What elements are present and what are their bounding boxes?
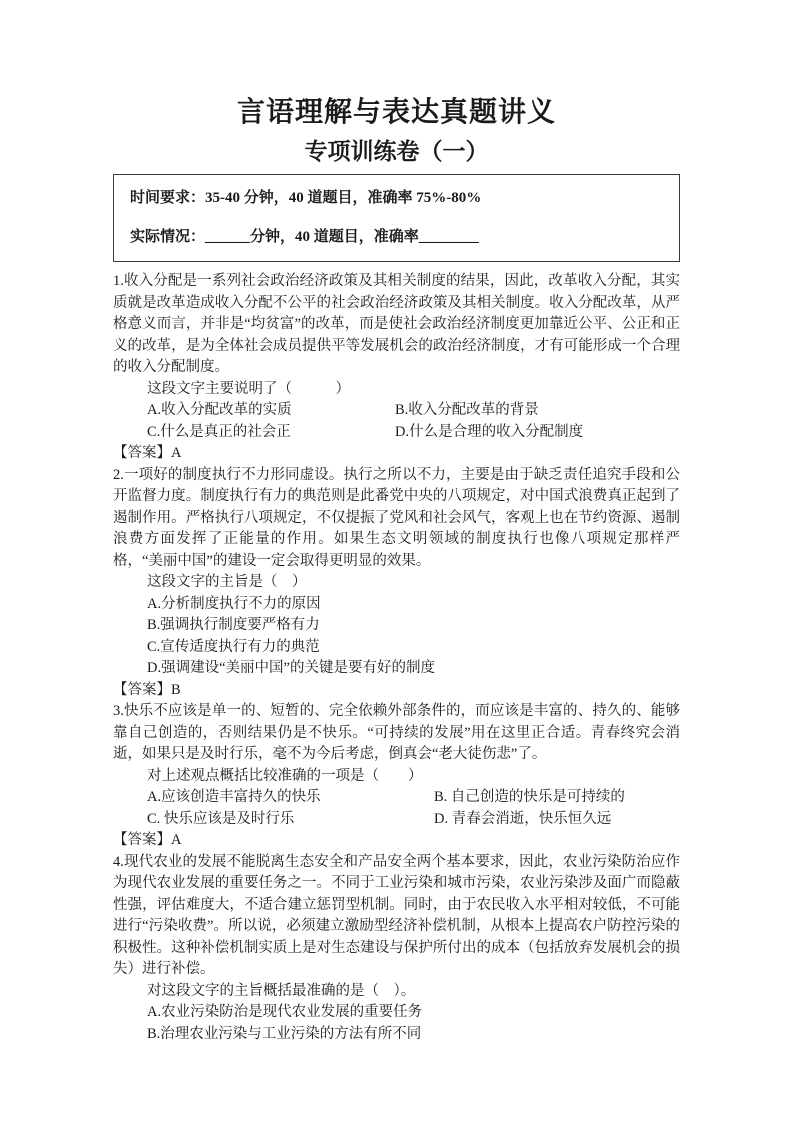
- answer-value: B: [171, 681, 181, 698]
- question-3-option-c: C. 快乐应该是及时行乐: [147, 810, 295, 827]
- questions-body: [113, 271, 680, 1045]
- answer-value: A: [171, 445, 182, 461]
- document-content: [113, 94, 680, 1045]
- question-1-option-b: B.收入分配改革的背景: [395, 402, 539, 418]
- question-1-text: 收入分配是一系列社会政治经济政策及其相关制度的结果，因此，改革收入分配，其实质就是改革造成收入分配不公平的社会政治经济政策及其相关制度。收入分配改革，从严格意义而言，并非是“均贫富”的改革，而是使社会政治经济制度更加靠近公平、公正和正义的改革，是为全体社会成员提供平等发展机会的政治经济制度，才有可能形成一个合理的收入分配制度。: [113, 273, 680, 375]
- question-1-stem: [113, 271, 680, 379]
- question-2-number: 2.: [113, 466, 124, 483]
- question-2-stem: [113, 465, 680, 573]
- question-3-stem: [113, 701, 680, 766]
- question-3-number: 3.: [113, 703, 124, 719]
- page-title: 言语理解与表达真题讲义: [236, 96, 556, 127]
- question-3-prompt: 对上述观点概括比较准确的一项是（ ）: [147, 767, 423, 784]
- question-2-text: 一项好的制度执行不力形同虚设。执行之所以不力，主要是由于缺乏责任追究手段和公开监督力度。制度执行有力的典范则是此番党中央的八项规定，对中国式浪费真正起到了遏制作用。严格执行八项规定，不仅提振了党风和社会风气，客观上也在节约资源、遏制浪费方面发挥了正能量的作用。如果生态文明领域的制度执行也像八项规定那样严格，“美丽中国”的建设一定会取得更明显的效果。: [113, 466, 680, 569]
- question-3-option-a: A.应该创造丰富持久的快乐: [147, 789, 321, 805]
- time-requirement-line: 时间要求：35-40 分钟，40 道题目，准确率 75%-80%: [130, 190, 482, 206]
- question-3-option-d: D. 青春会消逝，快乐恒久远: [434, 810, 612, 827]
- requirements-box: [113, 174, 680, 262]
- question-4-stem: [113, 852, 680, 981]
- question-2: [113, 465, 680, 702]
- question-3-text: 快乐不应该是单一的、短暂的、完全依赖外部条件的，而应该是丰富的、持久的、能够靠自己创造的，否则结果仍是不快乐。“可持续的发展”用在这里正合适。青春终究会消逝，如果只是及时行乐，毫不为今后考虑，倒真会“老大徒伤悲”了。: [113, 703, 680, 762]
- answer-label: 【答案】: [113, 832, 171, 848]
- actual-situation-line: 实际情况：______分钟，40 道题目，准确率________: [130, 229, 479, 245]
- question-1: [113, 271, 680, 465]
- answer-label: 【答案】: [113, 681, 171, 698]
- question-4: [113, 852, 680, 1046]
- answer-value: A: [171, 832, 182, 848]
- question-4-text: 现代农业的发展不能脱离生态安全和产品安全两个基本要求，因此，农业污染防治应作为现代农业发展的重要任务之一。不同于工业污染和城市污染，农业污染涉及面广而隐蔽性强，评估难度大，不适合建立惩罚型机制。同时，由于农民收入水平相对较低，不可能进行“污染收费”。所以说，必须建立激励型经济补偿机制，从根本上提高农户防控污染的积极性。这种补偿机制实质上是对生态建设与保护所付出的成本（包括放弃发展机会的损失）进行补偿。: [113, 853, 680, 977]
- question-4-number: 4.: [113, 853, 124, 870]
- question-3-option-b: B. 自己创造的快乐是可持续的: [434, 789, 625, 805]
- question-4-prompt: 对这段文字的主旨概括最准确的是（ ）。: [147, 982, 416, 999]
- question-1-options: [113, 400, 680, 443]
- question-1-answer: [113, 443, 680, 465]
- question-3-answer: [113, 830, 680, 852]
- page-subtitle: 专项训练卷（一）: [304, 138, 489, 164]
- question-1-option-a: A.收入分配改革的实质: [147, 402, 292, 418]
- question-3-options: [113, 787, 680, 830]
- question-2-answer: [113, 680, 680, 702]
- question-4-option-b: B.治理农业污染与工业污染的方法有所不同: [147, 1025, 422, 1042]
- question-2-option-b: B.强调执行制度要严格有力: [147, 617, 320, 633]
- answer-label: 【答案】: [113, 445, 171, 461]
- question-2-option-d: D.强调建设“美丽中国”的关键是要有好的制度: [147, 660, 435, 676]
- question-2-option-c: C.宣传适度执行有力的典范: [147, 638, 320, 655]
- question-1-option-c: C.什么是真正的社会正: [147, 423, 291, 440]
- question-1-number: 1.: [113, 273, 124, 289]
- question-4-option-a: A.农业污染防治是现代农业发展的重要任务: [147, 1004, 423, 1020]
- question-2-option-a: A.分析制度执行不力的原因: [147, 595, 321, 612]
- question-1-prompt: 这段文字主要说明了（ ）: [147, 380, 350, 397]
- question-2-prompt: 这段文字的主旨是（ ）: [147, 574, 307, 590]
- question-1-option-d: D.什么是合理的收入分配制度: [395, 423, 584, 440]
- question-3: [113, 701, 680, 852]
